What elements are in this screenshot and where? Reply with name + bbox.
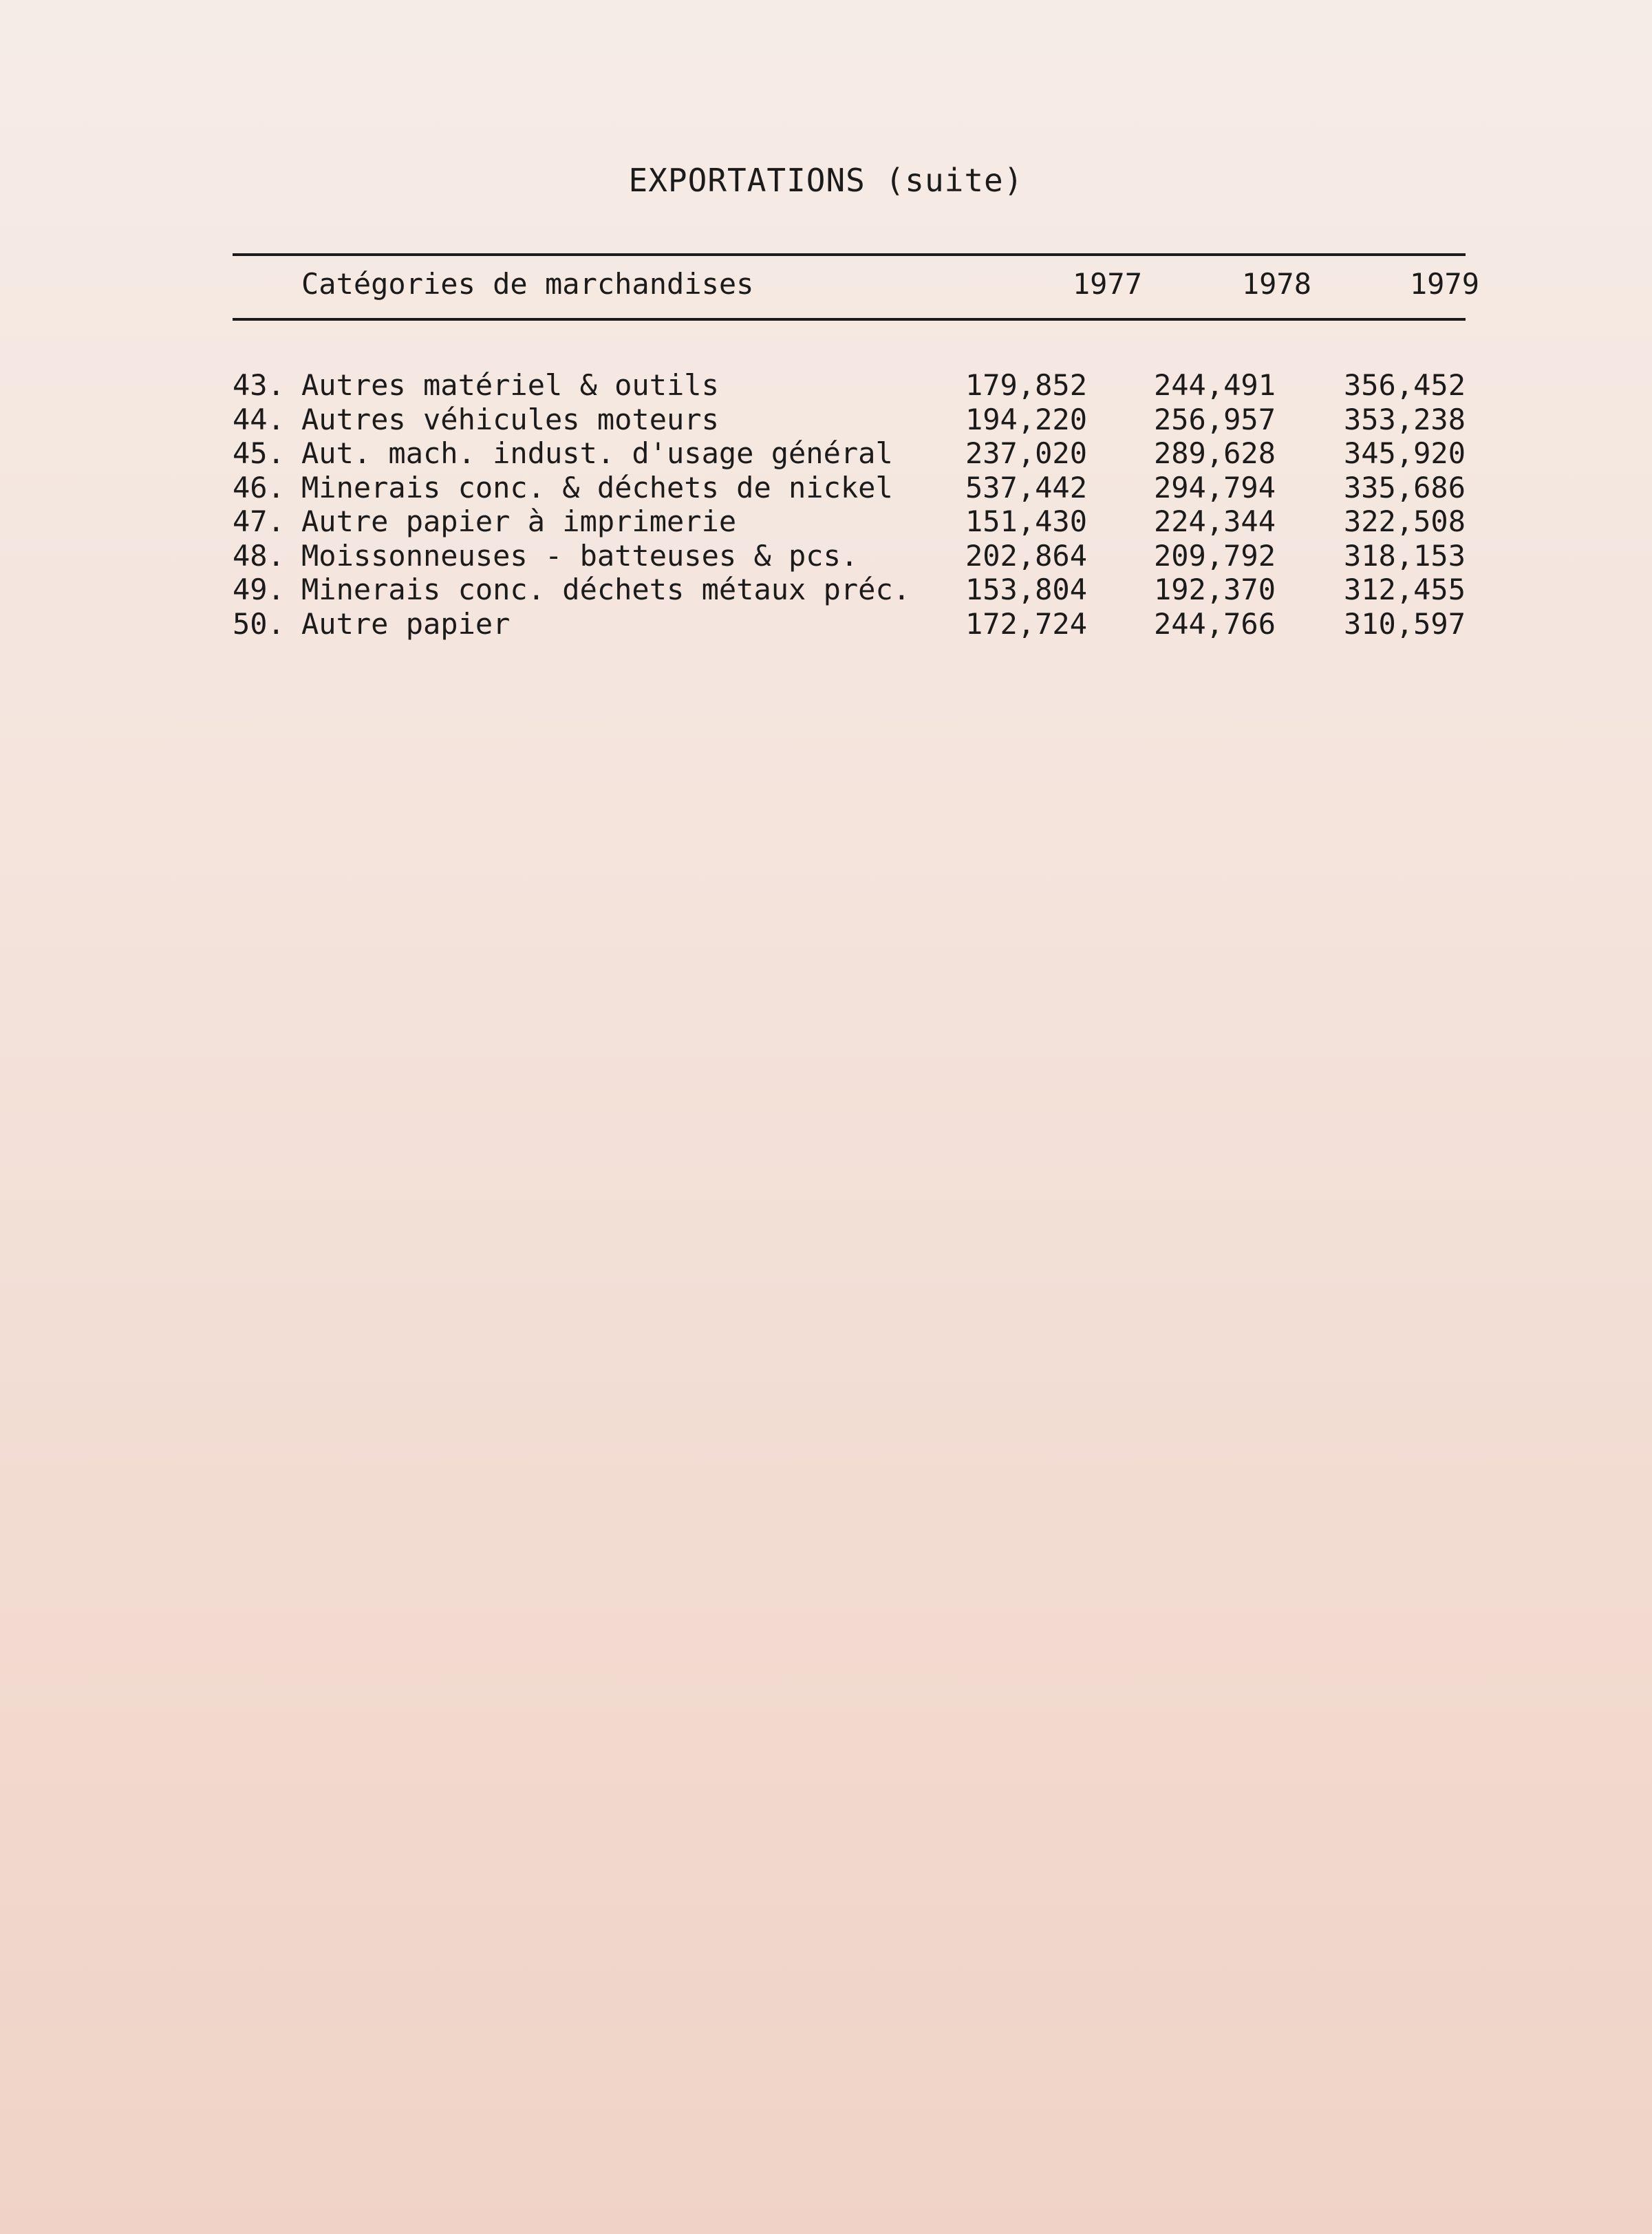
row-label: Minerais conc. déchets métaux préc. <box>301 573 911 606</box>
table-row <box>233 573 1466 607</box>
row-number: 49. <box>233 573 285 606</box>
row-number: 50. <box>233 606 285 641</box>
value-1977: 194,220 <box>965 402 1087 436</box>
table-body <box>233 368 1466 641</box>
value-1979: 318,153 <box>1343 538 1466 573</box>
table-row <box>233 471 1466 505</box>
value-1979: 356,452 <box>1343 368 1466 402</box>
value-1977: 151,430 <box>965 504 1087 538</box>
table-row <box>233 403 1466 437</box>
value-1979: 322,508 <box>1343 504 1466 538</box>
row-label: Autre papier à imprimerie <box>301 504 737 538</box>
value-1978: 294,794 <box>1153 470 1276 504</box>
row-label: Autres matériel & outils <box>301 368 719 402</box>
value-1977: 179,852 <box>965 368 1087 402</box>
table-row <box>233 607 1466 641</box>
header-1978: 1978 <box>1241 267 1311 301</box>
table-top-rule <box>233 253 1466 256</box>
row-label: Minerais conc. & déchets de nickel <box>301 470 893 504</box>
value-1977: 537,442 <box>965 470 1087 504</box>
row-number: 43. <box>233 368 285 402</box>
value-1977: 202,864 <box>965 538 1087 573</box>
value-1977: 172,724 <box>965 606 1087 641</box>
row-label: Moissonneuses - batteuses & pcs. <box>301 538 859 573</box>
value-1978: 244,766 <box>1153 606 1276 641</box>
value-1979: 335,686 <box>1343 470 1466 504</box>
row-label: Autre papier <box>301 606 511 641</box>
row-number: 46. <box>233 470 285 504</box>
row-number: 44. <box>233 402 285 436</box>
header-category: Catégories de marchandises <box>301 267 754 301</box>
value-1978: 209,792 <box>1153 538 1276 573</box>
value-1979: 310,597 <box>1343 606 1466 641</box>
value-1977: 153,804 <box>965 573 1087 606</box>
header-1977: 1977 <box>1072 267 1142 301</box>
table-row <box>233 539 1466 573</box>
value-1978: 244,491 <box>1153 368 1276 402</box>
row-number: 48. <box>233 538 285 573</box>
table-row <box>233 436 1466 471</box>
page-title: EXPORTATIONS (suite) <box>628 162 1024 199</box>
table-header <box>233 267 1479 308</box>
value-1979: 345,920 <box>1343 436 1466 470</box>
value-1978: 289,628 <box>1153 436 1276 470</box>
row-number: 47. <box>233 504 285 538</box>
table-row <box>233 504 1466 539</box>
row-label: Autres véhicules moteurs <box>301 402 719 436</box>
header-1979: 1979 <box>1409 267 1479 301</box>
value-1977: 237,020 <box>965 436 1087 470</box>
value-1978: 256,957 <box>1153 402 1276 436</box>
row-label: Aut. mach. indust. d'usage général <box>301 436 893 470</box>
table-row <box>233 368 1466 403</box>
value-1978: 192,370 <box>1153 573 1276 606</box>
row-number: 45. <box>233 436 285 470</box>
value-1978: 224,344 <box>1153 504 1276 538</box>
value-1979: 353,238 <box>1343 402 1466 436</box>
table-header-rule <box>233 318 1466 321</box>
value-1979: 312,455 <box>1343 573 1466 606</box>
